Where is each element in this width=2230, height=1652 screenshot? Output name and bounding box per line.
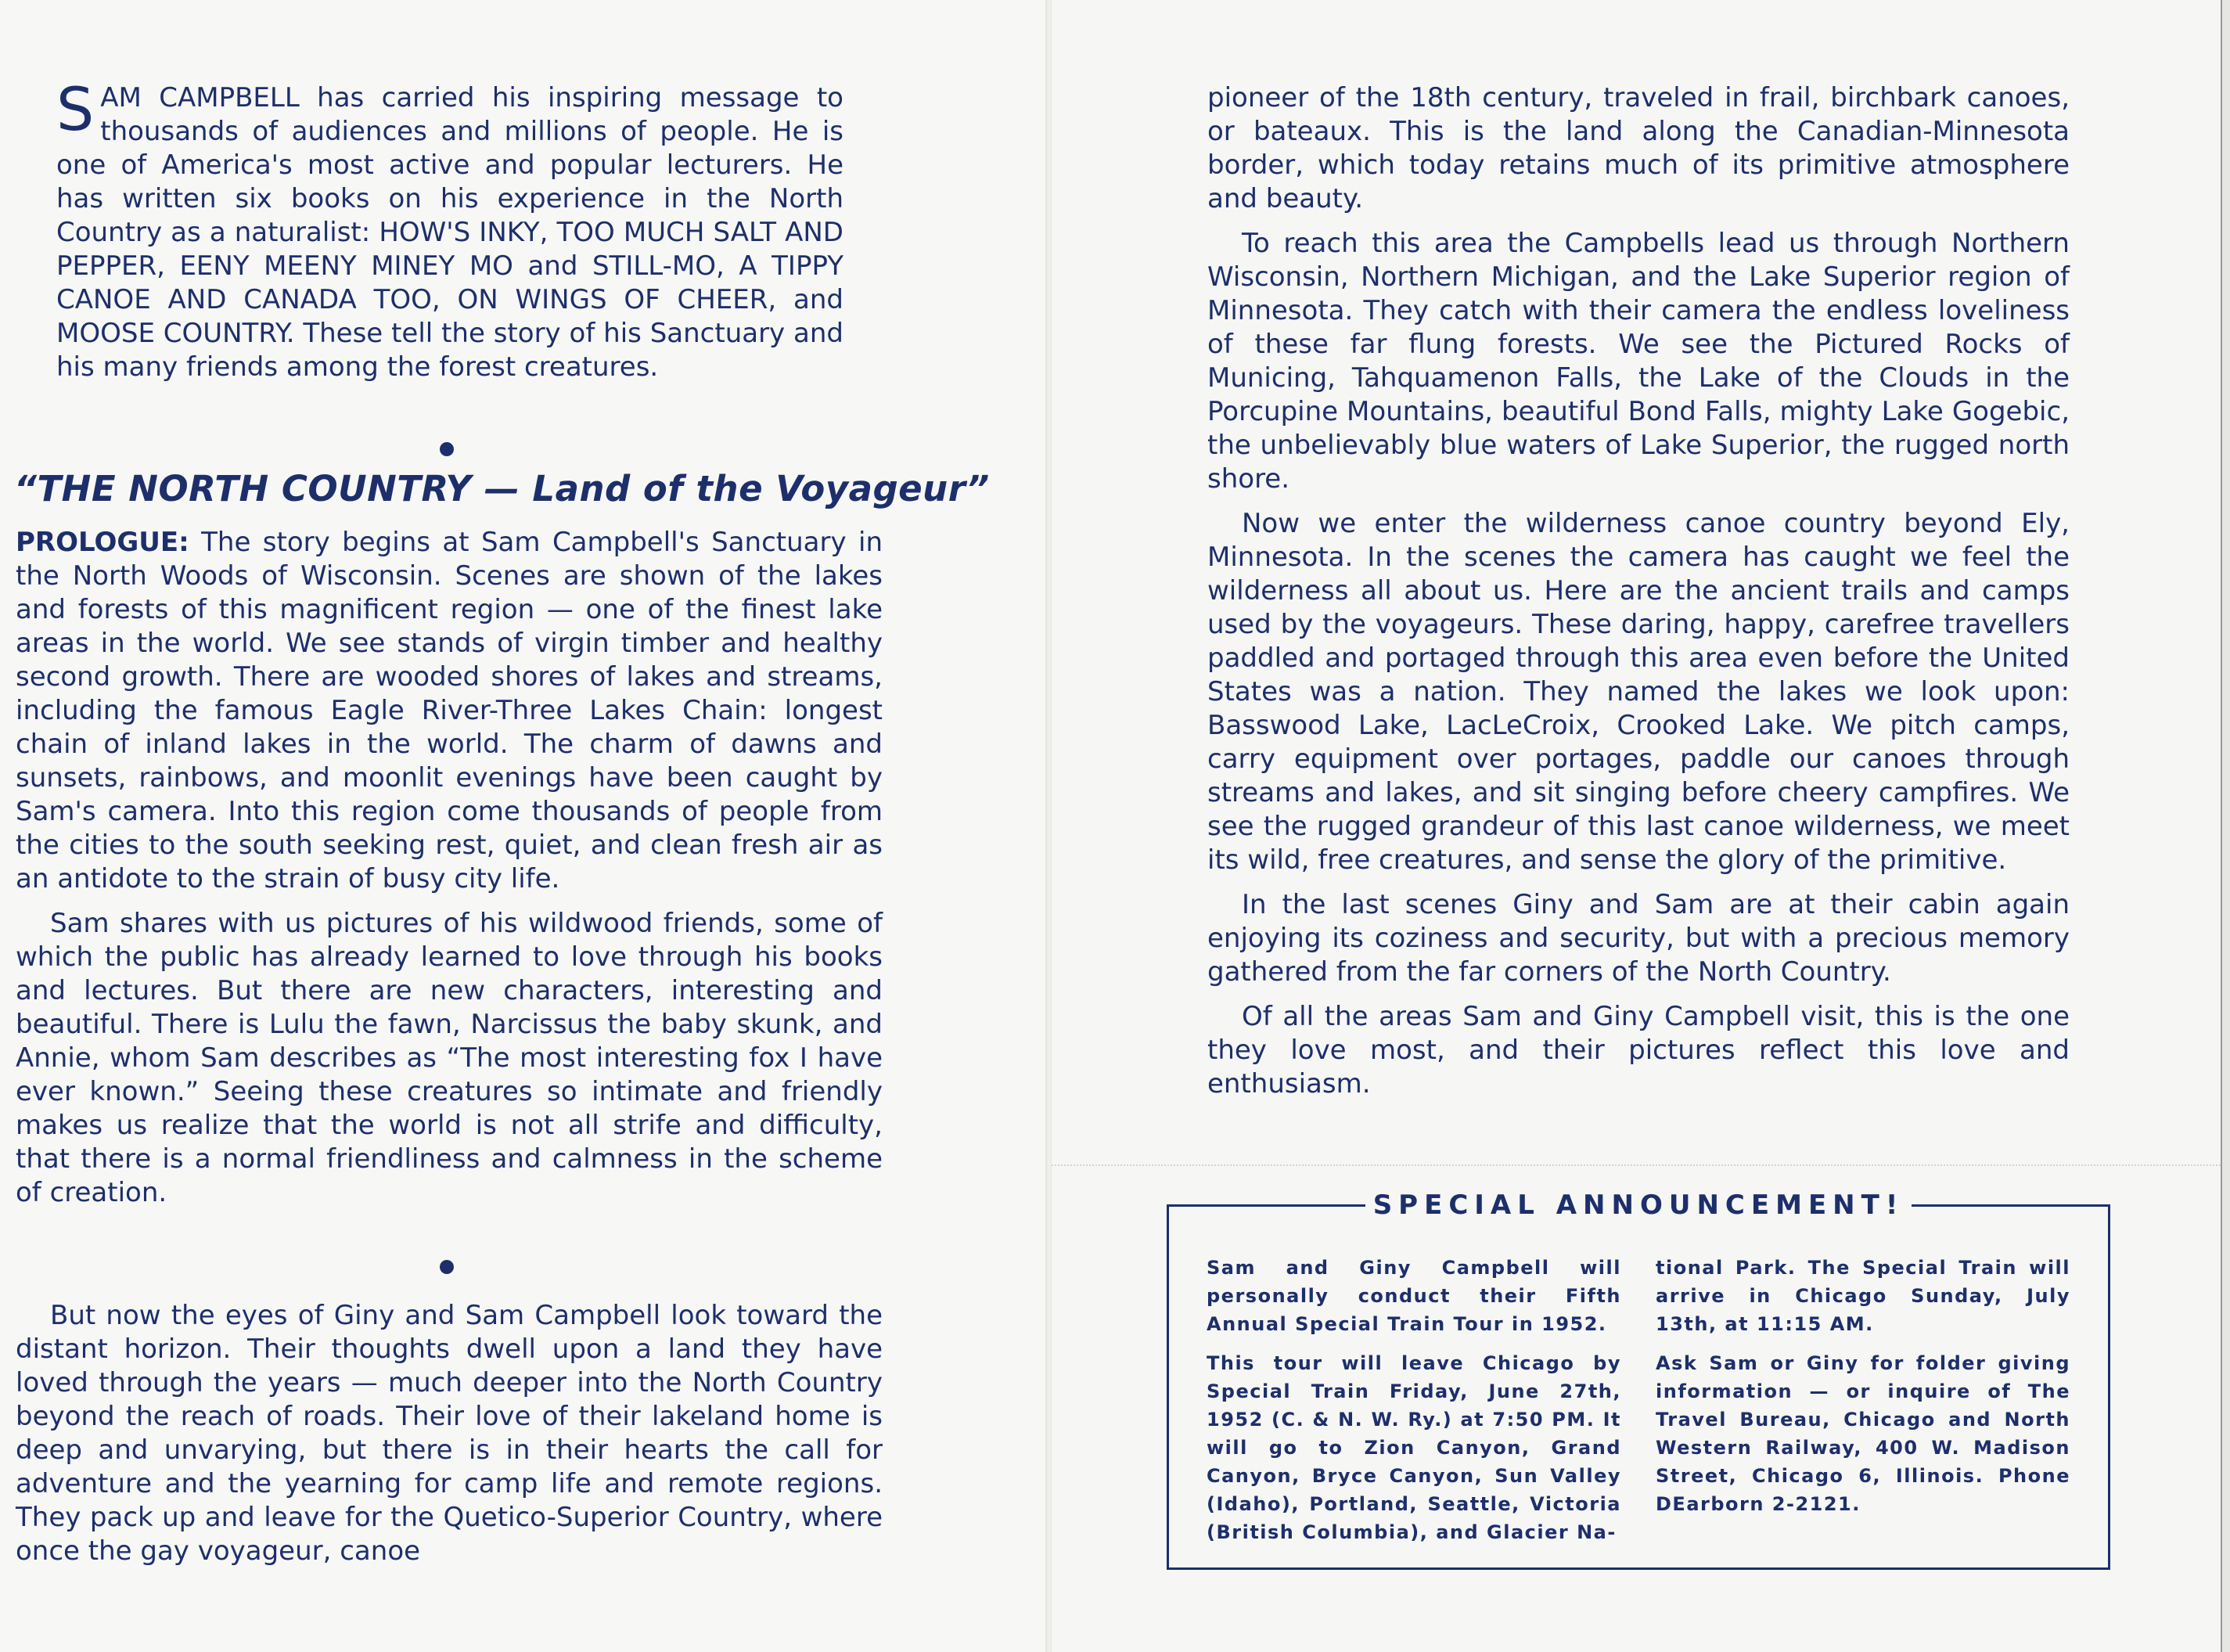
announcement-itinerary: This tour will leave Chicago by Special Train Friday, June 27th, 1952 (C. & N. W. Ry.) at 7:50 PM. It will go to Zion Canyon, Grand Canyon, Bryce Canyon, Sun Valley (Idaho), Portland, Seattle, Victoria (British Columbia), and Glacier Na- — [1207, 1352, 1621, 1543]
announcement-contact: Ask Sam or Giny for folder giving information — or inquire of The Travel Bureau, Chicago and North Western Railway, 400 W. Madison Street, Chicago 6, Illinois. Phone DEarborn 2-2121. — [1656, 1352, 2070, 1515]
paragraph-distant-horizon: But now the eyes of Giny and Sam Campbell look toward the distant horizon. Their thoughts dwell upon a land they have loved through the years — much deeper into the North Country beyond the reach of roads. Their love of their lakeland home is deep and unvarying, but there is in their hearts the call for adventure and the yearning for camp life and remote regions. They pack up and leave for the Quetico-Superior Country, where once the gay voyageur, canoe — [16, 1300, 883, 1567]
prologue-text: The story begins at Sam Campbell's Sanctuary in the North Woods of Wisconsin. Scenes are shown of the lakes and forests of this magnificent region — one of the finest lake areas in the world. We see stands of virgin timber and healthy second growth. There are wooded shores of lakes and streams, including the famous Eagle River-Three Lakes Chain: longest chain of inland lakes in the world. The charm of dawns and sunsets, rainbows, and moonlit evenings have been caught by Sam's camera. Into this region come thousands of people from the cities to the south seeking rest, quiet, and clean fresh air as an antidote to the strain of busy city life. — [16, 527, 883, 894]
paragraph-last-scenes: In the last scenes Giny and Sam are at their cabin again enjoying its coziness and security, but with a precious memory gathered from the far corners of the North Country. — [1207, 889, 2070, 988]
announcement-column-1 — [1207, 1254, 1621, 1546]
paragraph-canoe-country: Now we enter the wilderness canoe country beyond Ely, Minnesota. In the scenes the camera has caught we feel the wilderness all about us. Here are the ancient trails and camps used by the voyageurs. These daring, happy, carefree travellers paddled and portaged through this area even before the United States was a nation. They named the lakes we look upon: Basswood Lake, LacLeCroix, Crooked Lake. We pitch camps, carry equipment over portages, paddle our canoes through streams and lakes, and sit singing before cheery campfires. We see the rugged grandeur of this last canoe wilderness, we meet its wild, free creatures, and sense the glory of the primitive. — [1207, 508, 2070, 876]
left-page — [0, 0, 1047, 1652]
special-announcement-box — [1167, 1190, 2110, 1570]
drop-cap: S — [56, 74, 95, 144]
header-rule-right — [1912, 1204, 2110, 1207]
announcement-heading: SPECIAL ANNOUNCEMENT! — [1372, 1190, 1904, 1221]
prologue-paragraph — [16, 526, 883, 896]
paragraph-closing: Of all the areas Sam and Giny Campbell visit, this is the one they love most, and their pictures reflect this love and enthusiasm. — [1207, 1001, 2070, 1100]
paragraph-wildwood-friends: Sam shares with us pictures of his wildwood friends, some of which the public has already learned to love through his books and lectures. But there are new characters, interesting and beautiful. There is Lulu the fawn, Narcissus the baby skunk, and Annie, whom Sam describes as “The most interesting fox I have ever known.” Seeing these creatures so intimate and friendly makes us realize that the world is not all strife and difficulty, that there is a normal friendliness and calmness in the scheme of creation. — [16, 908, 883, 1208]
intro-paragraph — [56, 74, 843, 384]
bullet-divider-1 — [440, 442, 454, 456]
announcement-column-2 — [1656, 1254, 2070, 1518]
paragraph-route: To reach this area the Campbells lead us through Northern Wisconsin, Northern Michigan, and the Lake Superior region of Minnesota. They catch with their camera the endless loveliness of these far flung forests. We see the Pictured Rocks of Municing, Tahquamenon Falls, the Lake of the Clouds in the Porcupine Mountains, beautiful Bond Falls, mighty Lake Gogebic, the unbelievably blue waters of Lake Superior, the rugged north shore. — [1207, 228, 2070, 495]
announcement-header — [1167, 1191, 2110, 1219]
prologue-label: PROLOGUE: — [16, 527, 189, 558]
fold-crease — [1052, 1164, 2221, 1168]
intro-text: AM CAMPBELL has carried his inspiring message to thousands of audiences and millions of people. He is one of America's most active and popular lecturers. He has written six books on his experience in the North Country as a naturalist: HOW'S INKY, TOO MUCH SALT AND PEPPER, EENY MEENY MINEY MO and STILL-MO, A TIPPY CANOE AND CANADA TOO, ON WINGS OF CHEER, and MOOSE COUNTRY. These tell the story of his Sanctuary and his many friends among the forest creatures. — [56, 82, 843, 383]
left-column-text — [16, 526, 883, 1210]
program-title: “THE NORTH COUNTRY — Land of the Voyageur” — [14, 468, 990, 509]
announcement-tour-intro: Sam and Giny Campbell will personally conduct their Fifth Annual Special Train Tour in 1952. — [1207, 1257, 1621, 1335]
header-rule-left — [1167, 1204, 1365, 1207]
bullet-divider-2 — [440, 1260, 454, 1274]
announcement-return: tional Park. The Special Train will arrive in Chicago Sunday, July 13th, at 11:15 AM. — [1656, 1257, 2070, 1335]
left-column-lower — [16, 1299, 883, 1568]
right-column-text — [1207, 81, 2070, 1101]
page-edge — [2221, 0, 2230, 1652]
paragraph-pioneer: pioneer of the 18th century, traveled in frail, birchbark canoes, or bateaux. This is the land along the Canadian-Minnesota border, which today retains much of its primitive atmosphere and beauty. — [1207, 82, 2070, 214]
